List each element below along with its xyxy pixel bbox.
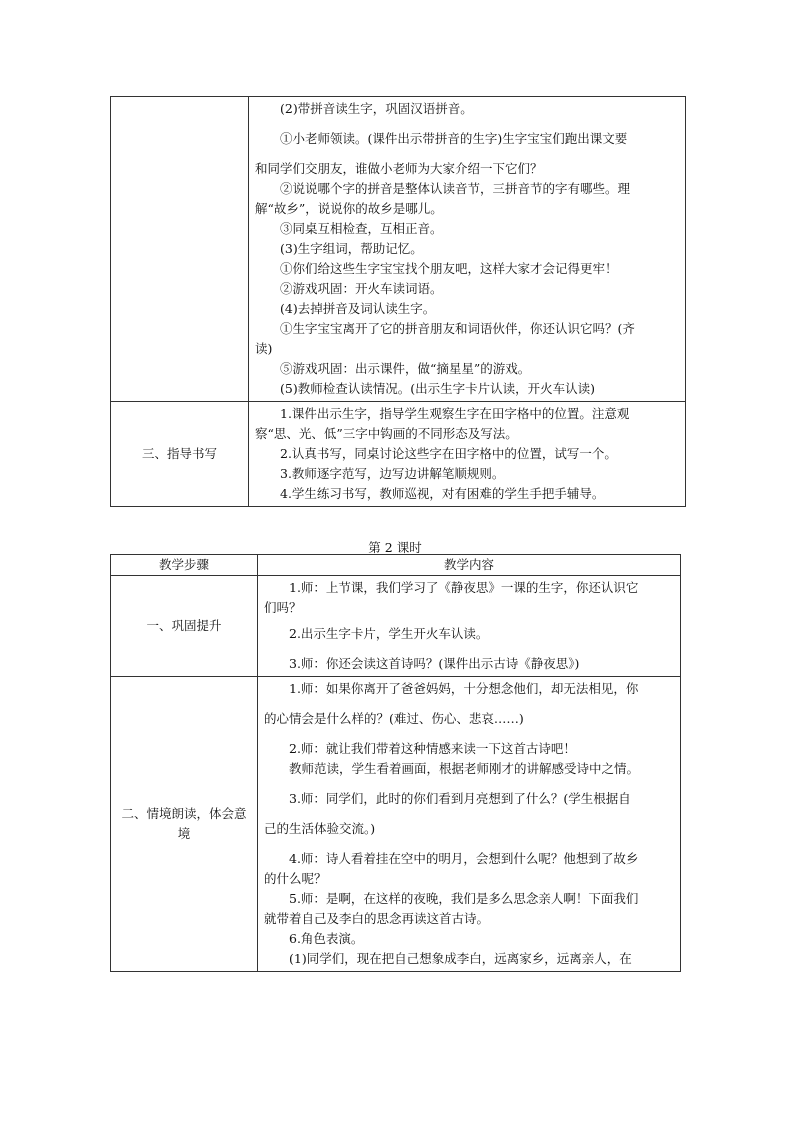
content-line: ①小老师领读。(课件出示带拼音的生字)生字宝宝们跑出课文要 [280,131,628,146]
step-content [249,402,686,507]
content-line: 3.师：同学们，此时的你们看到月亮想到了什么？(学生根据自 [289,791,631,806]
content-line: 就带着自己及李白的思念再读这首古诗。 [264,911,490,926]
content-line: 们吗？ [264,600,302,615]
content-line: 1.课件出示生字，指导学生观察生字在田字格中的位置。注意观 [280,406,630,421]
table-row [111,97,686,402]
content-line: 察“思、光、低”三字中钩画的不同形态及写法。 [255,426,518,441]
step-label [111,677,258,972]
table-row [111,402,686,507]
content-line: 2.认真书写，同桌讨论这些字在田字格中的位置，试写一个。 [280,446,617,461]
step-label [111,97,249,402]
content-line: ③同桌互相检查，互相正音。 [280,221,443,236]
header-step: 教学步骤 [111,555,258,576]
content-line: ①生字宝宝离开了它的拼音朋友和词语伙伴，你还认识它吗？(齐 [280,321,635,336]
content-line: 解“故乡”，说说你的故乡是哪儿。 [255,201,443,216]
step-label: 三、指导书写 [111,402,249,507]
table-row [111,576,681,677]
step-label-line: 境 [177,826,191,841]
table-row [111,677,681,972]
content-line: 3.教师逐字范写，边写边讲解笔顺规则。 [280,466,505,481]
content-line: 的什么呢？ [264,871,327,886]
content-line: 读) [255,341,273,356]
content-line: ②游戏巩固：开火车读词语。 [280,281,443,296]
content-line: 和同学们交朋友，谁做小老师为大家介绍一下它们？ [255,161,543,176]
content-line: 4.学生练习书写，教师巡视，对有困难的学生手把手辅导。 [280,486,605,501]
content-line: 1.师：如果你离开了爸爸妈妈，十分想念他们，却无法相见，你 [289,681,639,696]
content-line: 己的生活体验交流。) [264,821,376,836]
lesson-plan-table-part2 [110,554,681,972]
step-label-line: 二、情境朗读，体会意 [121,806,247,821]
content-line: 5.师：是啊，在这样的夜晚，我们是多么思念亲人啊！下面我们 [289,891,639,906]
step-label: 一、巩固提升 [111,576,258,677]
content-line: 的心情会是什么样的？(难过、伤心、悲哀……) [264,711,524,726]
content-line: (3)生字组词，帮助记忆。 [280,241,423,256]
header-content: 教学内容 [258,555,681,576]
content-line: (1)同学们，现在把自己想象成李白，远离家乡，远离亲人，在 [289,951,632,966]
lesson-plan-table-part1 [110,96,686,507]
content-line: ⑤游戏巩固：出示课件，做“摘星星”的游戏。 [280,361,531,376]
step-content [258,576,681,677]
content-line: 2.出示生字卡片，学生开火车认读。 [289,626,489,641]
lesson-title: 第 2 课时 [368,540,422,555]
content-line: 1.师：上节课，我们学习了《静夜思》一课的生字，你还认识它 [289,580,639,595]
content-line: 6.角色表演。 [289,931,364,946]
content-line: (5)教师检查认读情况。(出示生字卡片认读，开火车认读) [280,381,595,396]
content-line: 2.师：就让我们带着这种情感来读一下这首古诗吧！ [289,741,576,756]
content-line: ②说说哪个字的拼音是整体认读音节，三拼音节的字有哪些。理 [280,181,631,196]
content-line: (2)带拼音读生字，巩固汉语拼音。 [280,101,473,116]
content-line: 3.师：你还会读这首诗吗？(课件出示古诗《静夜思》) [289,656,580,671]
content-line: 教师范读，学生看着画面，根据老师刚才的讲解感受诗中之情。 [289,761,640,776]
content-line: ①你们给这些生字宝宝找个朋友吧，这样大家才会记得更牢！ [280,261,618,276]
step-content [258,677,681,972]
content-line: 4.师：诗人看着挂在空中的明月，会想到什么呢？他想到了故乡 [289,851,639,866]
step-content [249,97,686,402]
content-line: (4)去掉拼音及词认读生字。 [280,301,436,316]
table-header-row [111,555,681,576]
